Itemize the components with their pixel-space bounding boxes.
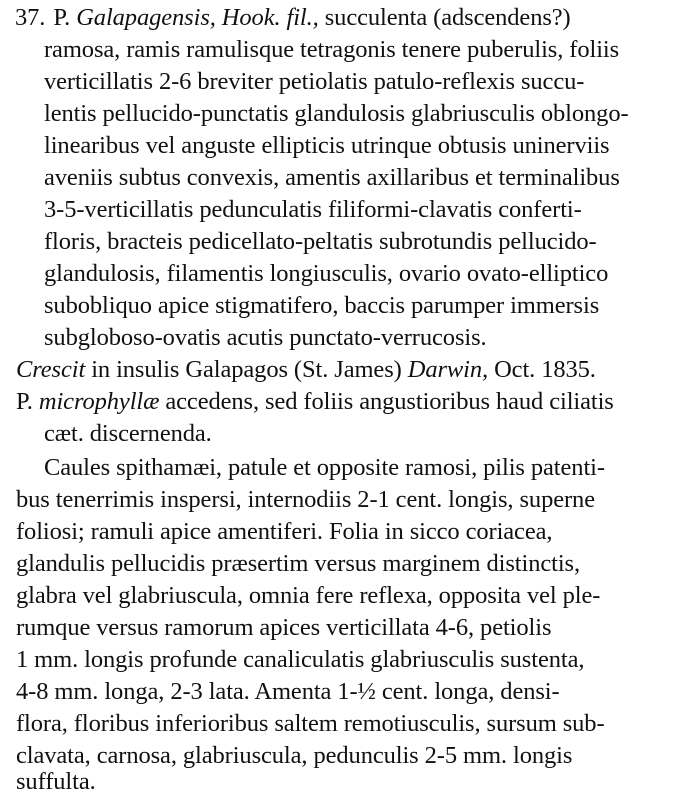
desc-line-10: clavata, carnosa, glabriuscula, pedunculis 2-5 mm. longis (16, 742, 573, 769)
desc-line-11: suffulta. (16, 768, 96, 795)
note-line-2: cæt. discernenda. (44, 420, 212, 447)
desc-line-6: rumque versus ramorum apices verticillata 4-6, petiolis (16, 614, 552, 641)
note-species: microphyllæ (38, 388, 160, 415)
habitat-date: Oct. 1835. (488, 356, 596, 383)
entry-line-5: linearibus vel anguste ellipticis utrinque obtusis uninerviis (44, 132, 610, 159)
entry-line-7: 3-5-verticillatis pedunculatis filiformi-clavatis conferti- (44, 196, 582, 223)
note-text: accedens, sed foliis angustioribus haud ciliatis (159, 388, 614, 415)
entry-line-3: verticillatis 2-6 breviter petiolatis patulo-reflexis succu- (44, 68, 585, 95)
desc-line-1: Caules spithamæi, patule et opposite ramosi, pilis patenti- (44, 454, 605, 481)
desc-line-4: glandulis pellucidis præsertim versus marginem distinctis, (16, 550, 580, 577)
entry-line-4: lentis pellucido-punctatis glandulosis glabriusculis oblongo- (44, 100, 629, 127)
entry-line-9: glandulosis, filamentis longiusculis, ovario ovato-elliptico (44, 260, 609, 287)
habitat-locality: in insulis Galapagos (St. James) (85, 356, 408, 383)
entry-line-1-rest: succulenta (adscendens?) (318, 4, 571, 31)
genus-abbrev: P. (53, 4, 77, 31)
desc-line-9: flora, floribus inferioribus saltem remotiusculis, sursum sub- (16, 710, 605, 737)
habitat-line (16, 354, 596, 386)
entry-line-11: subgloboso-ovatis acutis punctato-verrucosis. (44, 324, 487, 351)
note-prefix: P. (16, 388, 39, 415)
note-line-1 (16, 386, 614, 418)
desc-line-2: bus tenerrimis inspersi, internodiis 2-1 cent. longis, superne (16, 486, 595, 513)
entry-line-1 (15, 2, 690, 34)
desc-line-8: 4-8 mm. longa, 2-3 lata. Amenta 1-½ cent. longa, densi- (16, 678, 560, 705)
habitat-crescit: Crescit (16, 356, 86, 383)
entry-line-8: floris, bracteis pedicellato-peltatis subrotundis pellucido- (44, 228, 597, 255)
entry-number: 37. (15, 4, 46, 31)
desc-line-5: glabra vel glabriuscula, omnia fere reflexa, opposita vel ple- (16, 582, 601, 609)
entry-line-6: aveniis subtus convexis, amentis axillaribus et terminalibus (44, 164, 620, 191)
entry-line-10: subobliquo apice stigmatifero, baccis parumper immersis (44, 292, 600, 319)
entry-line-2: ramosa, ramis ramulisque tetragonis tenere puberulis, foliis (44, 36, 620, 63)
desc-line-7: 1 mm. longis profunde canaliculatis glabriusculis sustenta, (16, 646, 585, 673)
habitat-collector: Darwin, (407, 356, 489, 383)
species-name: Galapagensis, Hook. fil., (76, 4, 319, 31)
desc-line-3: foliosi; ramuli apice amentiferi. Folia in sicco coriacea, (16, 518, 553, 545)
